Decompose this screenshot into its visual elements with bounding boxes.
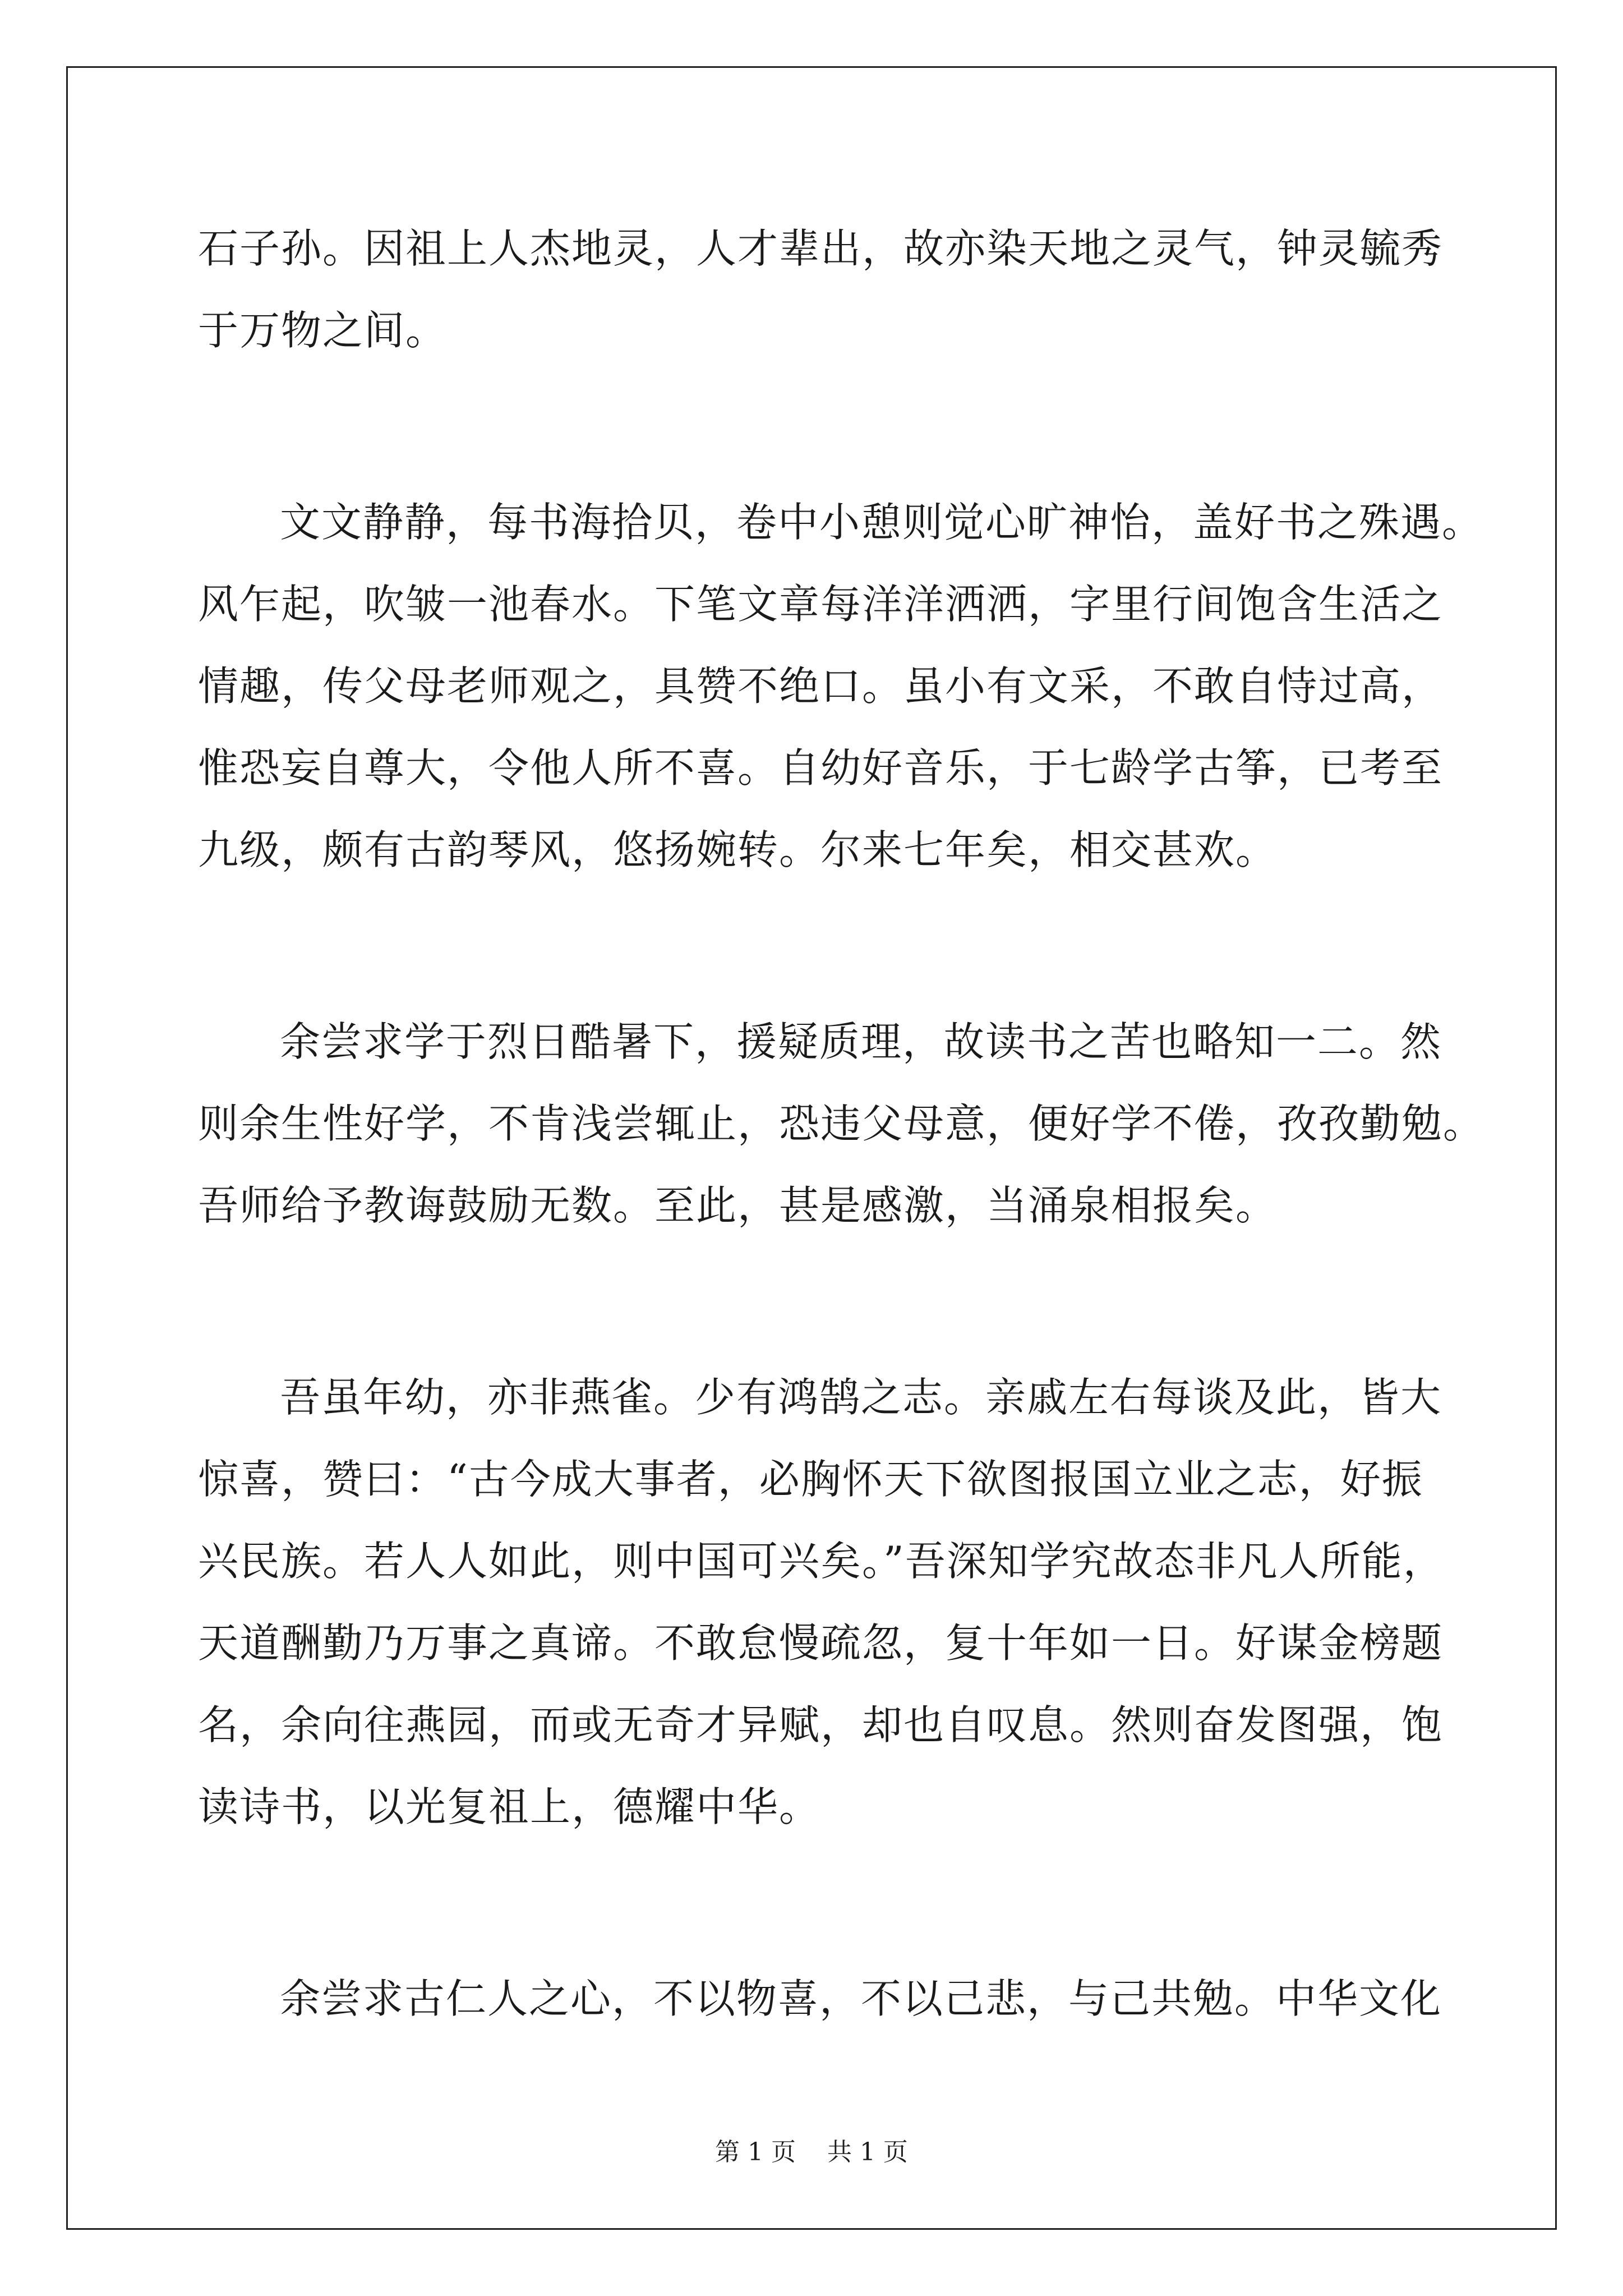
text-line: 石子孙。因祖上人杰地灵，人才辈出，故亦染天地之灵气，钟灵毓秀 [198, 225, 1444, 272]
text-line: 情趣，传父母老师观之，具赞不绝口。虽小有文采，不敢自恃过高， [198, 662, 1444, 710]
text-line: 兴民族。若人人如此，则中国可兴矣。”吾深知学究故态非凡人所能， [198, 1538, 1445, 1585]
text-line: 吾师给予教诲鼓励无数。至此，甚是感激，当涌泉相报矣。 [198, 1182, 1278, 1229]
text-line: 惟恐妄自尊大，令他人所不喜。自幼好音乐，于七龄学古筝，已考至 [198, 744, 1444, 792]
text-line: 吾虽年幼，亦非燕雀。少有鸿鹄之志。亲戚左右每谈及此，皆大 [280, 1374, 1442, 1421]
document-body [198, 218, 1485, 2050]
paragraph-gap [198, 381, 1426, 491]
text-line: 于万物之间。 [198, 307, 448, 354]
text-line: 余尝求学于烈日酷暑下，援疑质理，故读书之苦也略知一二。然 [280, 1018, 1442, 1065]
paragraph-gap [198, 1257, 1426, 1366]
page-footer: 第 1 页 共 1 页 [715, 2138, 908, 2166]
text-line: 余尝求古仁人之心，不以物喜，不以己悲，与己共勉。中华文化 [280, 1975, 1442, 2022]
text-line: 天道酬勤乃万事之真谛。不敢怠慢疏忽，复十年如一日。好谋金榜题 [198, 1619, 1444, 1667]
text-line: 名，余向往燕园，而或无奇才异赋，却也自叹息。然则奋发图强，饱 [198, 1701, 1444, 1749]
paragraph-gap [198, 901, 1426, 1011]
text-line: 九级，颇有古韵琴风，悠扬婉转。尔来七年矣，相交甚欢。 [198, 826, 1278, 873]
text-line: 则余生性好学，不肯浅尝辄止，恐违父母意，便好学不倦，孜孜勤勉。 [198, 1100, 1485, 1147]
text-line: 惊喜，赞曰：“古今成大事者，必胸怀天下欲图报国立业之志，好振 [198, 1456, 1423, 1503]
paragraph-gap [198, 1858, 1426, 1968]
text-line: 风乍起，吹皱一池春水。下笔文章每洋洋洒洒，字里行间饱含生活之 [198, 581, 1444, 628]
text-line: 读诗书，以光复祖上，德耀中华。 [198, 1783, 821, 1830]
text-line: 文文静静，每书海拾贝，卷中小憩则觉心旷神怡，盖好书之殊遇。 [280, 499, 1484, 546]
